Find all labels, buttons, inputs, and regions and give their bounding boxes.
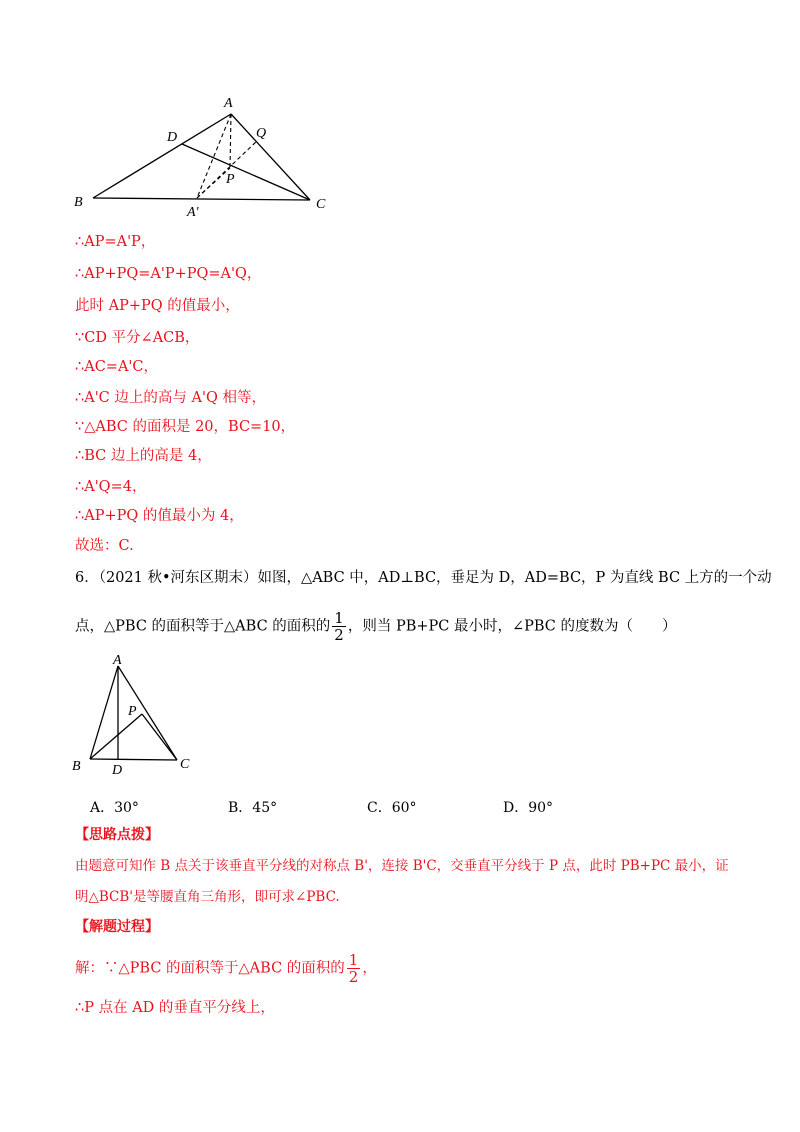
- segment-ac: [118, 666, 177, 760]
- figure-1-triangle-diagram: [60, 92, 350, 222]
- solution-line-6: ∴A'C 边上的高与 A'Q 相等，: [75, 390, 266, 406]
- label-a: A: [224, 96, 233, 111]
- option-a[interactable]: A．30°: [90, 800, 139, 816]
- label-d: D: [167, 130, 178, 145]
- hint-heading: 【思路点拨】: [75, 827, 159, 843]
- solution-line-10: ∴AP+PQ 的值最小为 4，: [75, 508, 244, 524]
- label-p: P: [226, 172, 235, 187]
- segment-bc: [93, 198, 310, 200]
- segment-dc: [182, 144, 310, 200]
- solution-line-9: ∴A'Q=4，: [75, 479, 147, 495]
- label-c: C: [316, 197, 326, 212]
- segment-bc: [90, 759, 177, 760]
- question-6-line-2: [75, 610, 677, 643]
- hint-line-2: 明△BCB'是等腰直角三角形，即可求∠PBC.: [75, 889, 340, 905]
- question-source: （2021 秋•河东区期末）: [98, 570, 258, 586]
- solution-line-3: 此时 AP+PQ 的值最小，: [75, 298, 240, 314]
- option-d[interactable]: D．90°: [503, 800, 554, 816]
- solution-line-11: 故选：C.: [75, 538, 134, 554]
- solution-line-7: ∵△ABC 的面积是 20，BC=10，: [75, 419, 296, 435]
- label-a-prime: A': [187, 205, 199, 220]
- label-b: B: [72, 759, 81, 774]
- process-line-2: ∴P 点在 AD 的垂直平分线上，: [75, 1000, 275, 1016]
- solution-line-1: ∴AP=A'P，: [75, 234, 156, 250]
- process-heading: 【解题过程】: [75, 919, 159, 935]
- solution-line-2: ∴AP+PQ=A'P+PQ=A'Q，: [75, 266, 262, 282]
- segment-pc: [142, 714, 177, 760]
- solution-line-8: ∴BC 边上的高是 4，: [75, 448, 212, 464]
- fraction-one-half-2: $\frac{1}{2}$: [348, 951, 359, 986]
- segment-ba: [90, 666, 118, 759]
- segment-bp: [90, 714, 142, 759]
- question-number: 6．: [75, 570, 99, 586]
- option-c[interactable]: C．60°: [367, 800, 417, 816]
- label-a: A: [113, 653, 122, 668]
- dashed-a-prime-q: [197, 140, 258, 198]
- solution-line-4: ∵CD 平分∠ACB，: [75, 330, 200, 346]
- label-c: C: [180, 757, 190, 772]
- process-text-1b: ，: [362, 960, 377, 977]
- process-line-1: [75, 952, 377, 985]
- question-6-line-1: [75, 567, 772, 589]
- label-q: Q: [256, 126, 267, 141]
- label-b: B: [74, 195, 83, 210]
- fraction-one-half: $\frac{1}{2}$: [334, 609, 344, 644]
- segment-ac: [231, 114, 310, 200]
- process-text-1a: 解：∵△PBC 的面积等于△ABC 的面积的: [75, 960, 345, 977]
- label-p: P: [128, 704, 137, 719]
- question-text-2a: 点，△PBC 的面积等于△ABC 的面积的: [75, 618, 331, 635]
- question-text-2b: ，则当 PB+PC 最小时，∠PBC 的度数为（ ）: [347, 618, 677, 635]
- figure-2-triangle-diagram: [65, 652, 205, 777]
- question-text-1: 如图，△ABC 中，AD⊥BC，垂足为 D，AD=BC，P 为直线 BC 上方的一个动: [257, 570, 772, 586]
- option-b[interactable]: B．45°: [228, 800, 278, 816]
- label-d: D: [112, 763, 123, 777]
- solution-line-5: ∴AC=A'C，: [75, 359, 158, 375]
- hint-line-1: 由题意可知作 B 点关于该垂直平分线的对称点 B'，连接 B'C，交垂直平分线于 P 点，此时 PB+PC 最小，证: [75, 858, 729, 874]
- dashed-ap: [230, 114, 231, 168]
